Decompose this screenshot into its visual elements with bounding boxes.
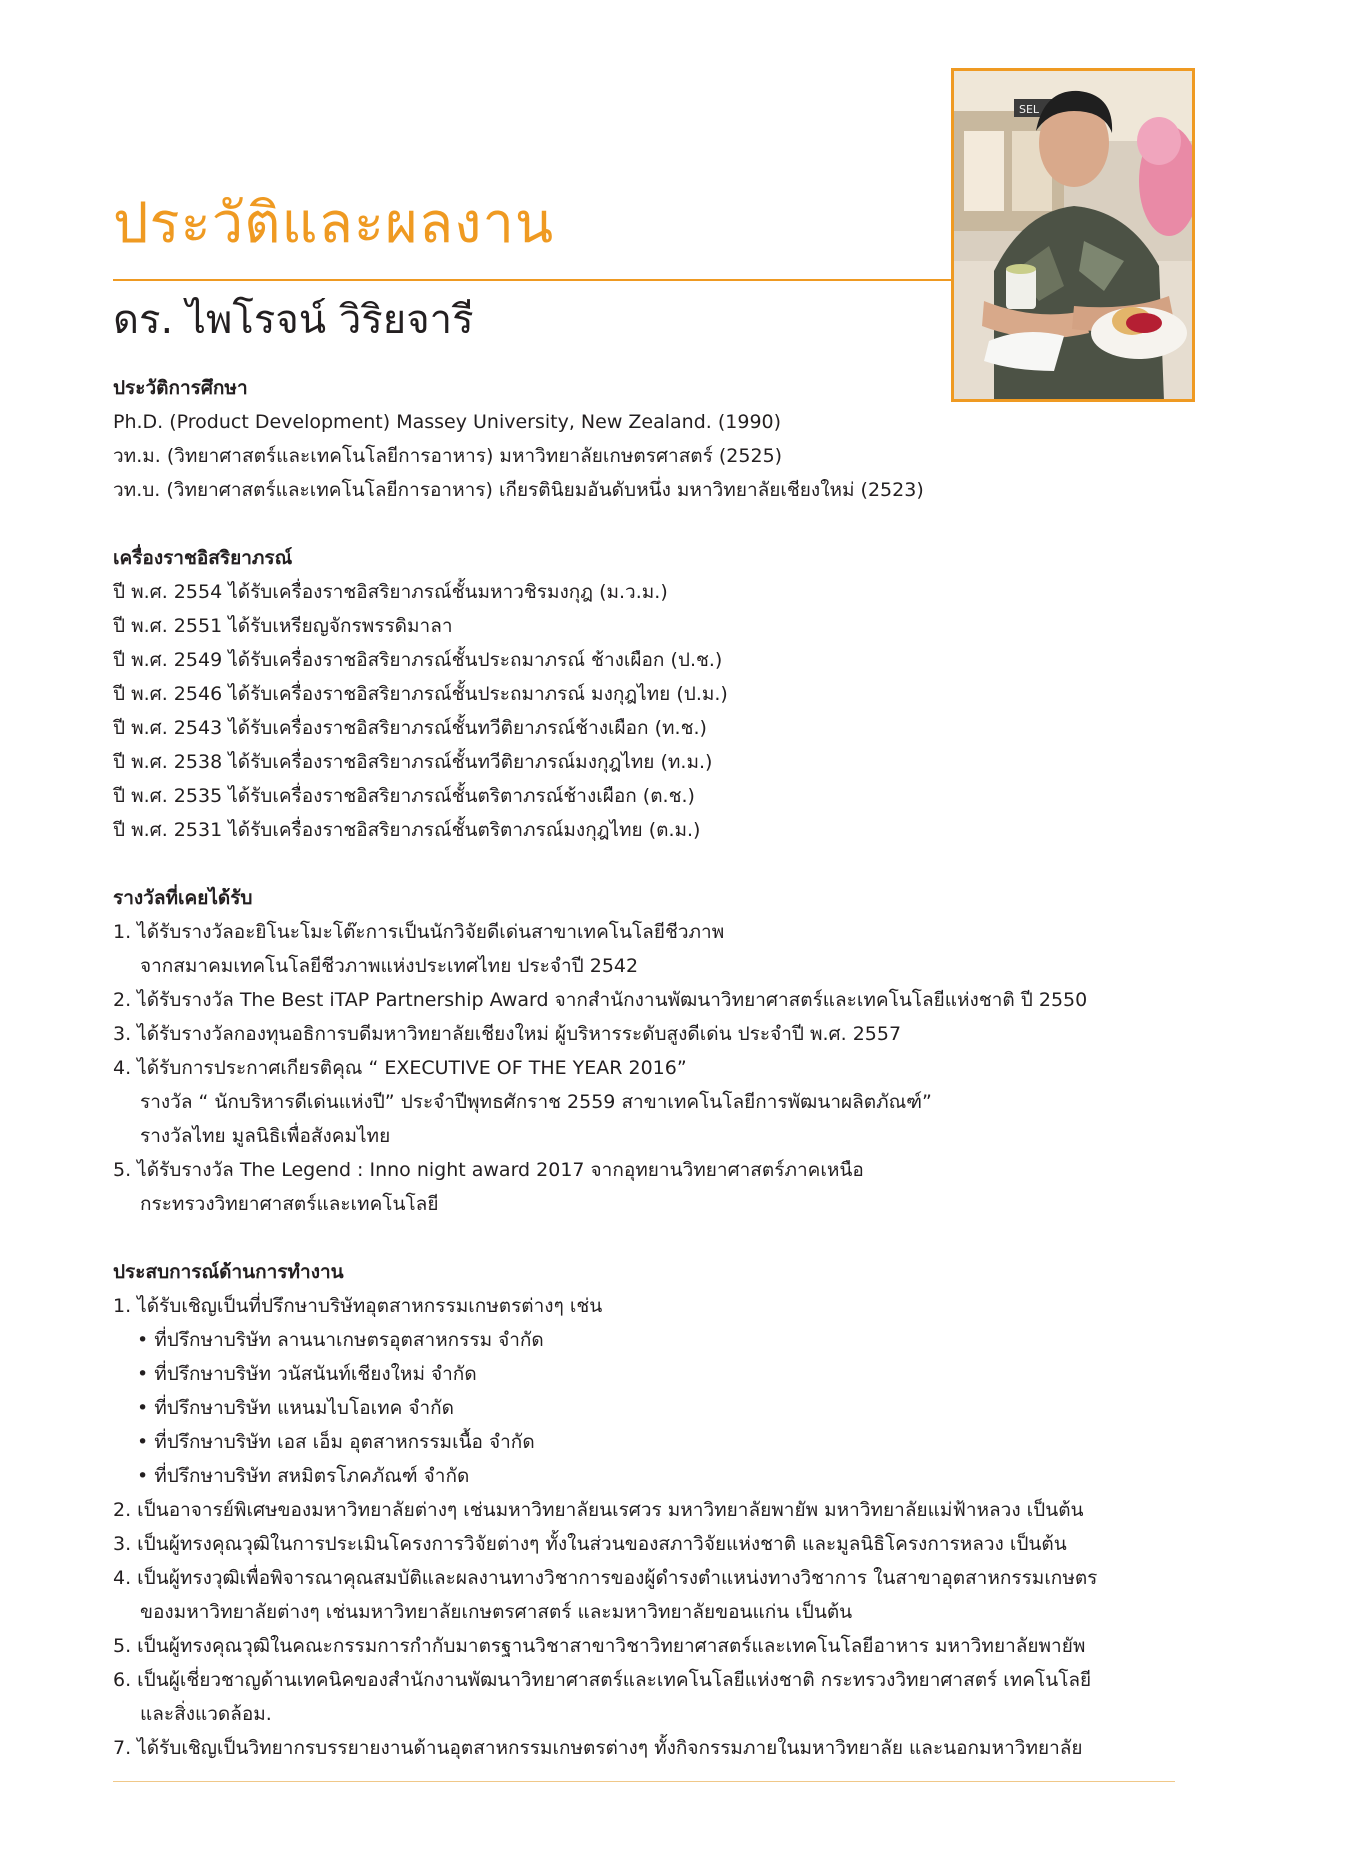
award-item: 2. ได้รับรางวัล The Best iTAP Partnership Award จากสำนักงานพัฒนาวิทยาศาสตร์และเทคโนโลยีแห่งชาติ ปี 2550 — [113, 989, 1088, 1011]
consultant-bullet: • ที่ปรึกษาบริษัท เอส เอ็ม อุตสาหกรรมเนื้อ จำกัด — [137, 1431, 535, 1453]
profile-photo — [951, 68, 1195, 402]
experience-item: 5. เป็นผู้ทรงคุณวุฒิในคณะกรรมการกำกับมาตรฐานวิชาสาขาวิชาวิทยาศาสตร์และเทคโนโลยีอาหาร มหาวิทยาลัยพายัพ — [113, 1635, 1086, 1657]
award-item-continuation: รางวัลไทย มูลนิธิเพื่อสังคมไทย — [140, 1125, 391, 1147]
experience-item-continuation: และสิ่งแวดล้อม. — [140, 1703, 272, 1725]
education-item: Ph.D. (Product Development) Massey University, New Zealand. (1990) — [113, 411, 782, 433]
decoration-item: ปี พ.ศ. 2543 ได้รับเครื่องราชอิสริยาภรณ์ชั้นทวีติยาภรณ์ช้างเผือก (ท.ช.) — [113, 717, 707, 739]
experience-item: 3. เป็นผู้ทรงคุณวุฒิในการประเมินโครงการวิจัยต่างๆ ทั้งในส่วนของสภาวิจัยแห่งชาติ และมูลนิธิโครงการหลวง เป็นต้น — [113, 1533, 1067, 1555]
experience-item: 4. เป็นผู้ทรงวุฒิเพื่อพิจารณาคุณสมบัติและผลงานทางวิชาการของผู้ดำรงตำแหน่งทางวิชาการ ในสาขาอุตสาหกรรมเกษตร — [113, 1567, 1098, 1589]
decorations-heading: เครื่องราชอิสริยาภรณ์ — [113, 547, 293, 569]
education-heading: ประวัติการศึกษา — [113, 377, 248, 399]
award-item: 3. ได้รับรางวัลกองทุนอธิการบดีมหาวิทยาลัยเชียงใหม่ ผู้บริหารระดับสูงดีเด่น ประจำปี พ.ศ. 2557 — [113, 1023, 902, 1045]
person-name: ดร. ไพโรจน์ วิริยจารี — [113, 297, 474, 343]
award-item: 4. ได้รับการประกาศเกียรติคุณ “ EXECUTIVE OF THE YEAR 2016” — [113, 1057, 687, 1079]
page-title: ประวัติและผลงาน — [113, 191, 555, 256]
decorations-section — [113, 541, 1193, 847]
content-body — [113, 371, 1193, 1799]
decoration-item: ปี พ.ศ. 2535 ได้รับเครื่องราชอิสริยาภรณ์ชั้นตริตาภรณ์ช้างเผือก (ต.ช.) — [113, 785, 695, 807]
awards-section — [113, 881, 1193, 1221]
decoration-item: ปี พ.ศ. 2551 ได้รับเหรียญจักรพรรดิมาลา — [113, 615, 453, 637]
award-item-continuation: รางวัล “ นักบริหารดีเด่นแห่งปี” ประจำปีพุทธศักราช 2559 สาขาเทคโนโลยีการพัฒนาผลิตภัณฑ์” — [140, 1091, 932, 1113]
experience-item: 7. ได้รับเชิญเป็นวิทยากรบรรยายงานด้านอุตสาหกรรมเกษตรต่างๆ ทั้งกิจกรรมภายในมหาวิทยาลัย และนอกมหาวิทยาลัย — [113, 1737, 1083, 1759]
award-item: 5. ได้รับรางวัล The Legend : Inno night award 2017 จากอุทยานวิทยาศาสตร์ภาคเหนือ — [113, 1159, 864, 1181]
awards-heading: รางวัลที่เคยได้รับ — [113, 887, 253, 909]
award-item-continuation: กระทรวงวิทยาศาสตร์และเทคโนโลยี — [140, 1193, 439, 1215]
profile-photo-image — [954, 71, 1192, 399]
education-section — [113, 371, 1193, 507]
decoration-item: ปี พ.ศ. 2549 ได้รับเครื่องราชอิสริยาภรณ์ชั้นประถมาภรณ์ ช้างเผือก (ป.ช.) — [113, 649, 723, 671]
experience-item-continuation: ของมหาวิทยาลัยต่างๆ เช่นมหาวิทยาลัยเกษตรศาสตร์ และมหาวิทยาลัยขอนแก่น เป็นต้น — [140, 1601, 853, 1623]
education-item: วท.ม. (วิทยาศาสตร์และเทคโนโลยีการอาหาร) มหาวิทยาลัยเกษตรศาสตร์ (2525) — [113, 445, 783, 467]
experience-section — [113, 1255, 1193, 1765]
decoration-item: ปี พ.ศ. 2554 ได้รับเครื่องราชอิสริยาภรณ์ชั้นมหาวชิรมงกุฎ (ม.ว.ม.) — [113, 581, 668, 603]
consultant-bullet: • ที่ปรึกษาบริษัท วนัสนันท์เชียงใหม่ จำกัด — [137, 1363, 477, 1385]
photo-sign-text: SEL — [1019, 103, 1040, 116]
experience-item: 6. เป็นผู้เชี่ยวชาญด้านเทคนิคของสำนักงานพัฒนาวิทยาศาสตร์และเทคโนโลยีแห่งชาติ กระทรวงวิทยาศาสตร์ เทคโนโลยี — [113, 1669, 1092, 1691]
experience-item: 2. เป็นอาจารย์พิเศษของมหาวิทยาลัยต่างๆ เช่นมหาวิทยาลัยนเรศวร มหาวิทยาลัยพายัพ มหาวิทยาลัยแม่ฟ้าหลวง เป็นต้น — [113, 1499, 1084, 1521]
decoration-item: ปี พ.ศ. 2531 ได้รับเครื่องราชอิสริยาภรณ์ชั้นตริตาภรณ์มงกุฎไทย (ต.ม.) — [113, 819, 701, 841]
decoration-item: ปี พ.ศ. 2538 ได้รับเครื่องราชอิสริยาภรณ์ชั้นทวีติยาภรณ์มงกุฎไทย (ท.ม.) — [113, 751, 713, 773]
award-item: 1. ได้รับรางวัลอะยิโนะโมะโต๊ะการเป็นนักวิจัยดีเด่นสาขาเทคโนโลยีชีวภาพ — [113, 921, 725, 943]
decoration-item: ปี พ.ศ. 2546 ได้รับเครื่องราชอิสริยาภรณ์ชั้นประถมาภรณ์ มงกุฎไทย (ป.ม.) — [113, 683, 728, 705]
consultant-bullet: • ที่ปรึกษาบริษัท แหนมไบโอเทค จำกัด — [137, 1397, 455, 1419]
title-divider — [113, 279, 951, 281]
experience-item: 1. ได้รับเชิญเป็นที่ปรึกษาบริษัทอุตสาหกรรมเกษตรต่างๆ เช่น — [113, 1295, 603, 1317]
award-item-continuation: จากสมาคมเทคโนโลยีชีวภาพแห่งประเทศไทย ประจำปี 2542 — [140, 955, 639, 977]
education-item: วท.บ. (วิทยาศาสตร์และเทคโนโลยีการอาหาร) เกียรตินิยมอันดับหนึ่ง มหาวิทยาลัยเชียงใหม่ (2523) — [113, 479, 924, 501]
experience-heading: ประสบการณ์ด้านการทำงาน — [113, 1261, 344, 1283]
footer-divider — [113, 1781, 1175, 1782]
consultant-bullet: • ที่ปรึกษาบริษัท สหมิตรโภคภัณฑ์ จำกัด — [137, 1465, 470, 1487]
consultant-bullet: • ที่ปรึกษาบริษัท ลานนาเกษตรอุตสาหกรรม จำกัด — [137, 1329, 544, 1351]
